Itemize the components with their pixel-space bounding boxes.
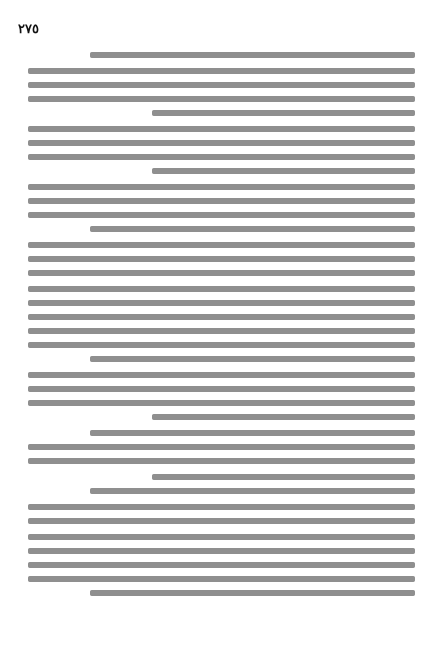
text-line — [28, 300, 415, 306]
text-line — [28, 518, 415, 524]
paragraph — [28, 126, 415, 174]
text-line — [28, 386, 415, 392]
text-line — [28, 504, 415, 510]
paragraph — [28, 430, 415, 464]
text-line — [28, 342, 415, 348]
paragraph — [28, 534, 415, 596]
text-line — [28, 96, 415, 102]
text-line — [28, 68, 415, 74]
text-line — [28, 154, 415, 160]
text-line — [90, 356, 415, 362]
text-line — [28, 576, 415, 582]
text-line — [90, 590, 415, 596]
text-line — [28, 458, 415, 464]
text-line — [28, 212, 415, 218]
text-line — [28, 82, 415, 88]
paragraph — [28, 52, 415, 58]
text-line — [28, 184, 415, 190]
text-line — [28, 198, 415, 204]
text-line — [152, 474, 415, 480]
text-line — [28, 126, 415, 132]
text-line — [28, 562, 415, 568]
text-line — [28, 328, 415, 334]
paragraph — [28, 286, 415, 362]
text-line — [28, 314, 415, 320]
text-line — [28, 548, 415, 554]
text-line — [90, 430, 415, 436]
text-line — [28, 242, 415, 248]
paragraph — [28, 504, 415, 524]
text-line — [90, 52, 415, 58]
text-line — [152, 414, 415, 420]
paragraph — [28, 474, 415, 494]
paragraph — [28, 68, 415, 116]
text-line — [28, 372, 415, 378]
text-line — [28, 444, 415, 450]
text-line — [90, 226, 415, 232]
text-line — [90, 488, 415, 494]
paragraph — [28, 184, 415, 232]
text-line — [28, 400, 415, 406]
text-line — [28, 256, 415, 262]
text-line — [152, 110, 415, 116]
text-line — [28, 270, 415, 276]
text-block — [28, 52, 415, 596]
text-line — [28, 534, 415, 540]
paragraph — [28, 372, 415, 420]
text-line — [152, 168, 415, 174]
text-line — [28, 140, 415, 146]
text-line — [28, 286, 415, 292]
paragraph — [28, 242, 415, 276]
page-number: ٢٧٥ — [18, 22, 39, 37]
